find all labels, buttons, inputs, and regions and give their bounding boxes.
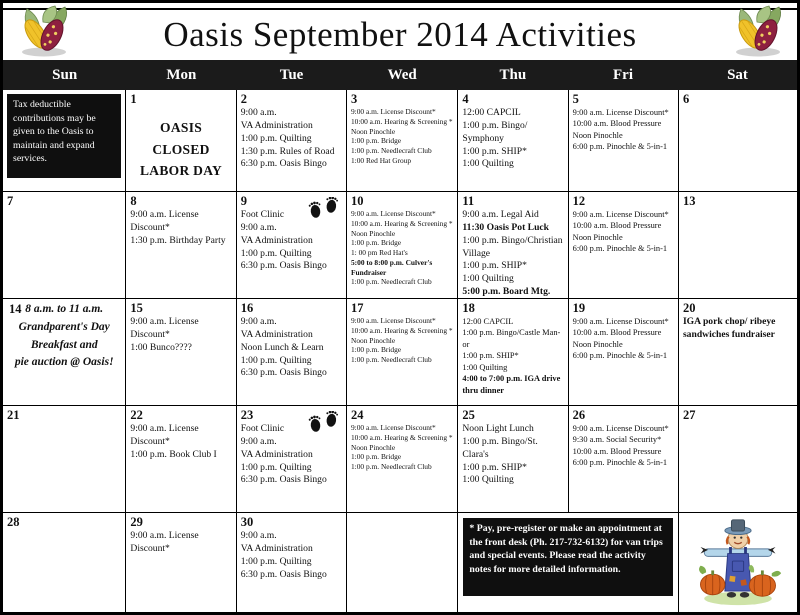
day-number: 3 — [350, 92, 358, 106]
event-line: Noon Pinochle — [572, 130, 623, 140]
event-line: 9:00 a.m. License Discount* — [130, 530, 199, 554]
calendar-grid — [3, 90, 797, 612]
weekday-mon: Mon — [166, 66, 197, 83]
event-line: 6:00 p.m. Pinochle & 5-in-1 — [572, 458, 668, 468]
day-number: 12 — [572, 194, 586, 208]
event-line: pie auction @ Oasis! — [14, 356, 114, 369]
event-line: 10:00 a.m. Blood Pressure — [572, 328, 662, 338]
day-number: 13 — [682, 194, 696, 208]
calendar-cell-w4c5 — [679, 513, 797, 612]
event-line: 1:00 p.m. Quilting — [240, 247, 312, 259]
day-number: 2 — [240, 92, 247, 106]
day-number: 23 — [240, 408, 254, 422]
event-line: 6:30 p.m. Oasis Bingo — [240, 474, 327, 486]
calendar-cell-10 — [347, 192, 457, 298]
event-line: 10:00 a.m. Blood Pressure — [572, 119, 662, 129]
day-number: 15 — [130, 301, 143, 315]
footer-note: * Pay, pre-register or make an appointment at the front desk (Ph. 217-732-6132) for van trips and special events. Please read the activity notes for more detailed information. — [463, 518, 673, 596]
day-number: 18 — [462, 301, 475, 315]
event-line: 1:00 Red Hat Group — [350, 155, 412, 165]
day-number: 26 — [572, 408, 586, 422]
day-number: 21 — [7, 408, 20, 422]
day-number: 7 — [7, 194, 14, 208]
event-line: 1:00 p.m. Quilting — [240, 354, 312, 366]
day-number: 25 — [462, 408, 475, 422]
event-line: 9:00 a.m. License Discount* — [350, 107, 436, 116]
day-number: 4 — [462, 92, 469, 106]
event-line: VA Administration — [240, 234, 313, 246]
calendar-cell-19 — [569, 299, 678, 405]
calendar-cell-8 — [126, 192, 235, 298]
event-line: VA Administration — [240, 328, 313, 340]
day-number: 5 — [572, 92, 579, 106]
event-line: Noon Pinochle — [572, 232, 623, 242]
calendar-cell-1 — [126, 90, 235, 191]
event-line: 9:00 a.m. License Discount* — [130, 423, 199, 447]
event-line: 11:30 Oasis Pot Luck — [462, 221, 549, 233]
event-line: 1:00 p.m. Bridge — [350, 238, 402, 248]
calendar-cell-6 — [679, 90, 797, 191]
event-line: Noon Pinochle — [572, 339, 623, 349]
footprints-icon — [306, 411, 340, 433]
weekday-sun: Sun — [52, 66, 78, 83]
event-line: 1:00 p.m. Bingo/ Symphony — [462, 119, 528, 144]
event-line: VA Administration — [240, 119, 313, 131]
event-line: 6:30 p.m. Oasis Bingo — [240, 568, 327, 580]
event-line: 1:00 p.m. Bingo/St. Clara's — [462, 435, 538, 460]
event-line: 1:00 p.m. Needlecraft Club — [350, 462, 432, 472]
event-line: 1:00 p.m. Book Club I — [130, 448, 217, 460]
calendar-cell-23 — [237, 406, 346, 512]
event-line: 9:00 a.m. — [240, 221, 277, 233]
event-line: 1:00 p.m. Quilting — [240, 132, 312, 144]
event-line: 10:00 a.m. Hearing & Screening * — [350, 432, 453, 442]
event-line: 5:00 to 8:00 p.m. Culver's Fundraiser — [350, 257, 433, 277]
event-line: 1:00 Quilting — [462, 362, 508, 372]
corn-icon-left — [13, 4, 75, 58]
event-line: Noon Lunch & Learn — [240, 341, 324, 353]
event-line: 9:00 a.m. — [240, 107, 277, 118]
event-line: 12:00 CAPCIL — [462, 107, 521, 118]
calendar-cell-16 — [237, 299, 346, 405]
calendar-cell-27 — [679, 406, 797, 512]
calendar-cell-2 — [237, 90, 346, 191]
event-line: 9:00 a.m. License Discount* — [130, 316, 199, 340]
event-line: 10:00 a.m. Hearing & Screening * — [350, 116, 453, 126]
weekday-sat: Sat — [727, 66, 748, 83]
weekday-thu: Thu — [499, 66, 527, 83]
tax-deductible-note: Tax deductible contributions may be given to the Oasis to maintain and expand services. — [7, 94, 121, 178]
day-number: 17 — [350, 301, 364, 315]
day-number: 1 — [130, 92, 137, 106]
event-line: 9:00 a.m. License Discount* — [350, 423, 436, 432]
day-number: 22 — [130, 408, 143, 422]
day-number: 29 — [130, 515, 143, 529]
event-line: 1:00 p.m. Bridge — [350, 452, 402, 462]
event-line: 9:00 a.m. License Discount* — [572, 424, 669, 433]
day-number: 20 — [682, 301, 696, 315]
event-line: 1:00 Quilting — [462, 474, 514, 486]
day-number: 30 — [240, 515, 254, 529]
event-line: 4:00 to 7:00 p.m. IGA drive thru dinner — [462, 374, 561, 395]
calendar-cell-14 — [3, 299, 125, 405]
event-line: 1: 00 pm Red Hat's — [350, 248, 408, 258]
page-title: Oasis September 2014 Activities — [163, 15, 637, 54]
event-line: 6:00 p.m. Pinochle & 5-in-1 — [572, 142, 668, 152]
event-line: 9:00 a.m. License Discount* — [572, 108, 669, 117]
event-line: 9:00 a.m. License Discount* — [572, 317, 669, 326]
calendar-cell-22 — [126, 406, 235, 512]
event-line: 10:00 a.m. Blood Pressure — [572, 221, 662, 231]
event-line: Grandparent's Day — [18, 320, 110, 333]
event-line: 10:00 a.m. Hearing & Screening * — [350, 218, 453, 228]
event-line: 1:00 p.m. SHIP* — [462, 461, 527, 473]
event-line: VA Administration — [240, 448, 313, 460]
calendar-cell-21 — [3, 406, 125, 512]
calendar-cell-13 — [679, 192, 797, 298]
event-line: 9:00 a.m. License Discount* — [350, 316, 436, 325]
event-line: Noon Pinochle — [350, 228, 396, 238]
day-number: 27 — [682, 408, 696, 422]
event-line: 1:00 Quilting — [462, 158, 514, 170]
calendar-cell-4 — [458, 90, 567, 191]
day-number: 19 — [572, 301, 586, 315]
calendar-cell-29 — [126, 513, 235, 612]
event-line: IGA pork chop/ ribeye sandwiches fundraiser — [682, 316, 776, 340]
event-line: 1:00 p.m. SHIP* — [462, 351, 519, 361]
calendar-cell-24 — [347, 406, 457, 512]
event-line: Noon Pinochle — [350, 335, 396, 345]
calendar-cell-20 — [679, 299, 797, 405]
event-line: 1:00 p.m. Bridge — [350, 136, 402, 146]
calendar-cell-25 — [458, 406, 567, 512]
day-number: 11 — [462, 194, 475, 208]
event-line: 9:00 a.m. — [240, 530, 277, 541]
day-number: 8 — [130, 194, 137, 208]
event-line: 6:00 p.m. Pinochle & 5-in-1 — [572, 351, 668, 361]
calendar-cell-9 — [237, 192, 346, 298]
calendar-cell-18 — [458, 299, 567, 405]
event-line: 9:00 a.m. — [240, 435, 277, 447]
event-line: 1:00 p.m. Bridge — [350, 345, 402, 355]
calendar-cell-17 — [347, 299, 457, 405]
event-line: 6:30 p.m. Oasis Bingo — [240, 158, 327, 170]
day-number: 6 — [682, 92, 690, 106]
calendar-cell-12 — [569, 192, 678, 298]
day-number: 9 — [240, 194, 247, 208]
calendar-cell-15 — [126, 299, 235, 405]
event-line: 6:30 p.m. Oasis Bingo — [240, 367, 327, 379]
event-line: 1:00 Quilting — [462, 273, 514, 285]
event-line: 1:00 p.m. Quilting — [240, 555, 312, 567]
event-line: 1:00 Bunco???? — [130, 341, 192, 353]
event-line: Foot Clinic — [240, 423, 285, 434]
day-number: 14 — [9, 302, 22, 316]
scarecrow-image — [693, 516, 783, 608]
event-line: 9:00 a.m. Legal Aid — [462, 209, 539, 220]
calendar-cell-5 — [569, 90, 678, 191]
event-line: 5:00 p.m. Board Mtg. — [462, 286, 551, 298]
calendar-cell-28 — [3, 513, 125, 612]
weekday-fri: Fri — [613, 66, 633, 83]
calendar-cell-11 — [458, 192, 567, 298]
event-line: Noon Light Lunch — [462, 423, 534, 434]
calendar-cell-w4c4 — [458, 513, 678, 612]
event-line: 1:00 p.m. Quilting — [240, 461, 312, 473]
event-line: 1:00 p.m. Needlecraft Club — [350, 277, 432, 287]
event-line: 6:00 p.m. Pinochle & 5-in-1 — [572, 244, 668, 254]
event-line: 1:00 p.m. Bingo/Christian Village — [462, 234, 563, 259]
event-line: 9:00 a.m. License Discount* — [130, 209, 199, 233]
calendar-cell-w0c0 — [3, 90, 125, 191]
corn-icon-right — [727, 4, 789, 58]
calendar-cell-7 — [3, 192, 125, 298]
title-band — [3, 8, 797, 60]
event-line: 1:00 p.m. Needlecraft Club — [350, 146, 432, 156]
weekday-wed: Wed — [387, 66, 417, 83]
event-line: 10:00 a.m. Blood Pressure — [572, 446, 662, 456]
event-line: 9:00 a.m. License Discount* — [572, 210, 669, 219]
event-line: Foot Clinic — [240, 209, 285, 220]
event-line: 8 a.m. to 11 a.m. — [25, 303, 104, 315]
event-line: Breakfast and — [30, 338, 98, 351]
calendar-cell-26 — [569, 406, 678, 512]
event-line: 9:00 a.m. License Discount* — [350, 209, 436, 218]
event-line: 1:30 p.m. Birthday Party — [130, 234, 226, 246]
day-number: 28 — [7, 515, 20, 529]
calendar-cell-w4c3 — [347, 513, 457, 612]
day-number: 16 — [240, 301, 254, 315]
event-line: 6:30 p.m. Oasis Bingo — [240, 260, 327, 272]
calendar-cell-3 — [347, 90, 457, 191]
weekday-tue: Tue — [279, 66, 304, 83]
event-line: 9:30 a.m. Social Security* — [572, 435, 662, 445]
event-line: 9:00 a.m. — [240, 316, 277, 327]
footprints-icon — [306, 197, 340, 219]
event-line: 1:30 p.m. Rules of Road — [240, 145, 335, 157]
calendar-cell-30 — [237, 513, 346, 612]
event-line: 1:00 p.m. Bingo/Castle Man-or — [462, 328, 561, 349]
weekday-header-row — [3, 60, 797, 90]
event-line: 12:00 CAPCIL — [462, 317, 514, 326]
event-line: VA Administration — [240, 542, 313, 554]
event-line: OASIS CLOSED — [152, 120, 210, 157]
event-line: 1:00 p.m. SHIP* — [462, 260, 527, 272]
event-line: LABOR DAY — [140, 163, 223, 179]
event-line: 1:00 p.m. Needlecraft Club — [350, 355, 432, 365]
event-line: 1:00 p.m. SHIP* — [462, 145, 527, 157]
event-line: 10:00 a.m. Hearing & Screening * — [350, 325, 453, 335]
event-line: Noon Pinochle — [350, 126, 396, 136]
day-number: 24 — [350, 408, 364, 422]
event-line: Noon Pinochle — [350, 442, 396, 452]
day-number: 10 — [350, 194, 364, 208]
